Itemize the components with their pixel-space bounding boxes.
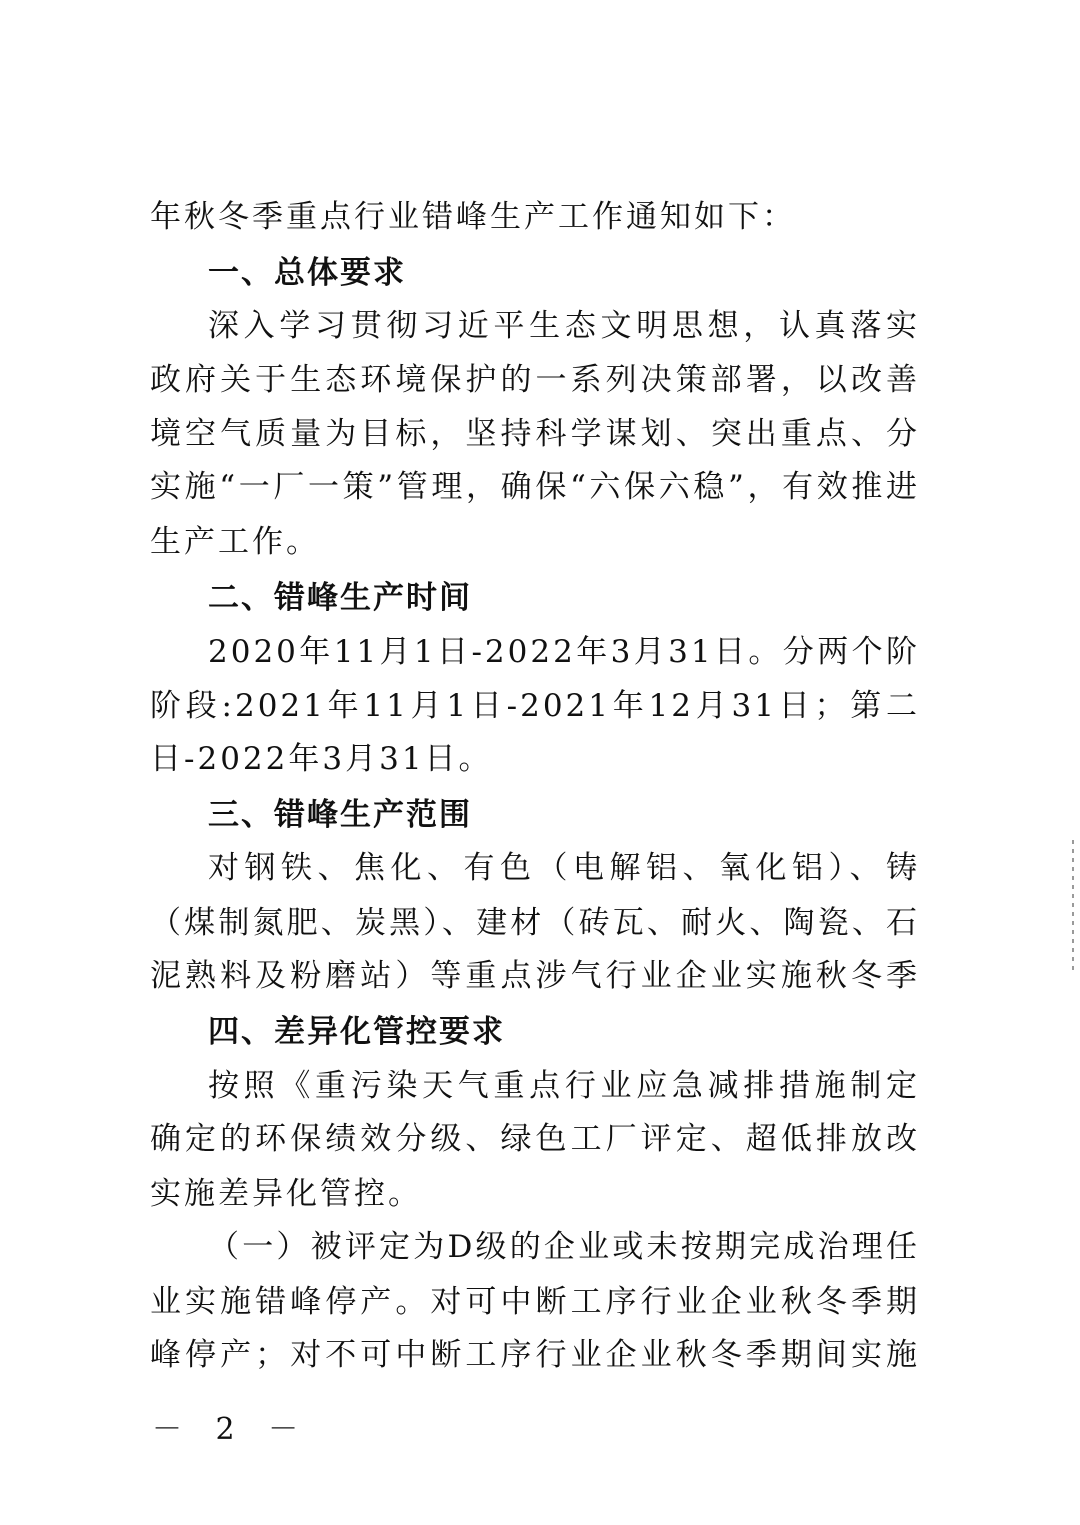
section-2-heading: 二、错峰生产时间 [208,580,472,616]
section-4-paragraph-line: 业实施错峰停产。对可中断工序行业企业秋冬季期 [150,1284,920,1320]
intro-line: 年秋冬季重点行业错峰生产工作通知如下： [150,199,796,235]
scan-edge-mark [1072,840,1074,970]
section-1-paragraph-line: 生产工作。 [150,524,320,560]
section-1-paragraph-line: 境空气质量为目标，坚持科学谋划、突出重点、分 [150,416,920,452]
section-2-paragraph-line: 日-2022年3月31日。 [150,741,493,777]
section-4-paragraph-line: 按照《重污染天气重点行业应急减排措施制定 [208,1068,920,1104]
section-4-paragraph-line: 峰停产；对不可中断工序行业企业秋冬季期间实施 [150,1337,920,1373]
section-3-paragraph-line: 泥熟料及粉磨站）等重点涉气行业企业实施秋冬季 [150,958,920,994]
section-4-paragraph-line: （一）被评定为D级的企业或未按期完成治理任 [208,1229,920,1265]
section-1-heading: 一、总体要求 [208,255,406,291]
section-4-paragraph-line: 实施差异化管控。 [150,1176,422,1212]
section-4-paragraph-line: 确定的环保绩效分级、绿色工厂评定、超低排放改 [150,1121,920,1157]
section-1-paragraph-line: 实施“一厂一策”管理，确保“六保六稳”，有效推进 [150,469,920,505]
section-2-paragraph-line: 2020年11月1日-2022年3月31日。分两个阶 [208,634,920,670]
section-3-paragraph-line: 对钢铁、焦化、有色（电解铝、氧化铝）、铸 [208,850,920,886]
section-1-paragraph-line: 政府关于生态环境保护的一系列决策部署，以改善 [150,362,920,398]
section-2-paragraph-line: 阶段:2021年11月1日-2021年12月31日；第二 [150,688,920,724]
section-1-paragraph-line: 深入学习贯彻习近平生态文明思想，认真落实 [208,308,920,344]
section-3-paragraph-line: （煤制氮肥、炭黑）、建材（砖瓦、耐火、陶瓷、石 [150,905,920,941]
page-number: － 2 － [152,1412,311,1447]
section-4-heading: 四、差异化管控要求 [208,1014,505,1050]
section-3-heading: 三、错峰生产范围 [208,797,472,833]
